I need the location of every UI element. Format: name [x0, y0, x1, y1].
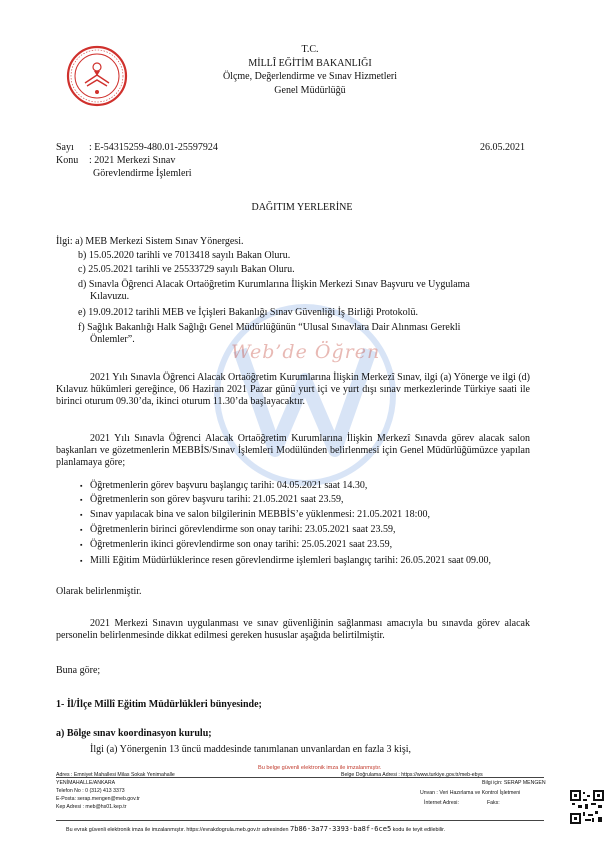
header-line-department: Ölçme, Değerlendirme ve Sınav Hizmetleri [222, 71, 398, 82]
schedule-item: ▪ Sınav yapılacak bina ve salon bilgilerinin MEBBİS’e yüklenmesi: 21.05.2021 18:00, [90, 509, 530, 521]
ministry-logo [66, 45, 128, 107]
konu-value-2: Görevlendirme İşlemleri [93, 168, 192, 179]
konu-label: Konu [56, 155, 79, 166]
ilgi-b: b) 15.05.2020 tarihli ve 7013418 sayılı Bakan Oluru. [78, 250, 291, 261]
ilgi-f: f) Sağlık Bakanlığı Halk Sağlığı Genel Müdürlüğünün “Ulusal Sınavlara Dair Alınması Gerekli [78, 322, 461, 333]
ilgi-d: d) Sınavla Öğrenci Alacak Ortaöğretim Kurumlarına İlişkin Merkezi Sınav Başvuru ve Uygulama [78, 279, 470, 290]
footer-fax: Faks: [487, 800, 500, 806]
section-heading-a: a) Bölge sınav koordinasyon kurulu; [56, 728, 212, 739]
footer-info: Bilgi için: SERAP MENGEN [482, 780, 546, 786]
ilgi-e: e) 19.09.2012 tarihli MEB ve İçişleri Bakanlığı Sınav Güvenliği İş Birliği Protokolü. [78, 307, 418, 318]
document-date: 26.05.2021 [480, 142, 525, 153]
footer-email: E-Posta: serap.mengen@meb.gov.tr [56, 796, 140, 802]
sayi-value: : E-54315259-480.01-25597924 [89, 142, 218, 153]
watermark-text: Web’de Öğren [231, 341, 381, 363]
distribution-title: DAĞITIM YERLERİNE [251, 202, 353, 213]
paragraph-determined: Olarak belirlenmiştir. [56, 586, 142, 597]
footer-verify-address: Belge Doğrulama Adresi : https://www.turkiye.gov.tr/meb-ebys [341, 772, 483, 778]
signature-notice: Bu belge güvenli elektronik imza ile imzalanmıştır. [258, 765, 382, 771]
ilgi-d-cont: Kılavuzu. [90, 291, 130, 302]
paragraph-guidelines: 2021 Merkezi Sınavın uygulanması ve sınav güvenliğinin sağlanması amacıyla bu sınavda görev alacak personelin belirlenmesinde dikkat edilmesi gereken hususlar aşağıda belirtilmiştir. [56, 618, 530, 641]
footer-city: YENİMAHALLE/ANKARA [56, 780, 116, 786]
footer-bottom-pre: Bu evrak güvenli elektronik imza ile imzalanmıştır. https://evrakdogrula.meb.gov.tr adresinden [66, 827, 289, 833]
paragraph-ilgi-a: İlgi (a) Yönergenin 13 üncü maddesinde tanımlanan unvanlardan en fazla 3 kişi, [90, 744, 412, 755]
header-line-directorate: Genel Müdürlüğü [274, 84, 346, 96]
header-line-tc: T.C. [301, 44, 319, 55]
header-line-ministry: MİLLÎ EĞİTİM BAKANLIĞI [248, 57, 372, 69]
paragraph-planning: 2021 Yılı Sınavla Öğrenci Alacak Ortaöğretim Kurumlarına İlişkin Merkezî Sınavda görev alacak salon başkanları ve gözetmenlerin MEBBİS/Sınav İşlemleri Modülünden belirlenmesi için Genel Müdürlüğümüzce yapılan planlamaya göre; [56, 433, 530, 468]
footer-bottom-notice [66, 826, 445, 833]
ilgi-f-cont: Önlemler”. [90, 334, 135, 345]
schedule-item: ▪ Öğretmenlerin son görev başvuru tarihi: 21.05.2021 saat 23.59, [90, 494, 530, 506]
paragraph-accordingly: Buna göre; [56, 665, 101, 676]
schedule-item: ▪ Öğretmenlerin görev başvuru başlangıç tarihi: 04.05.2021 saat 14.30, [90, 480, 530, 492]
section-heading-1: 1- İl/İlçe Millî Eğitim Müdürlükleri bünyesinde; [56, 699, 262, 710]
footer-kep: Kep Adresi : meb@hs01.kep.tr [56, 804, 127, 810]
konu-value: : 2021 Merkezi Sınav [89, 155, 176, 166]
schedule-item: ▪ Öğretmenlerin birinci görevlendirme son onay tarihi: 23.05.2021 saat 23.59, [90, 524, 530, 536]
sayi-label: Sayı [56, 142, 74, 153]
ilgi-c: c) 25.05.2021 tarihli ve 25533729 sayılı Bakan Oluru. [78, 264, 295, 275]
footer-divider-bottom [56, 820, 544, 821]
qr-code-icon [570, 790, 604, 824]
footer-address: Adres : Emniyet Mahallesi Milas Sokak Yenimahalle [56, 772, 175, 778]
footer-bottom-post: kodu ile teyit edilebilir. [392, 827, 446, 833]
footer-phone: Telefon No : 0 (312) 413 3373 [56, 788, 125, 794]
schedule-item: ▪ Milli Eğitim Müdürlüklerince resen görevlendirme işlemleri başlangıç tarihi: 26.05.2021 saat 09.00, [90, 555, 530, 567]
footer-title: Unvan : Veri Hazırlama ve Kontrol İşletmeni [420, 790, 521, 796]
paragraph-exam-date: 2021 Yılı Sınavla Öğrenci Alacak Ortaöğretim Kurumlarına İlişkin Merkezî Sınav, ilgi (a) Yönerge ve ilgi (d) Kılavuz hükümleri gereğince, 06 Haziran 2021 Pazar günü yurt içi ve yurt dışı sınav merkezlerinde Türkiye saati ile birinci oturum 09.30’da, ikinci oturum 11.30’da başlayacaktır. [56, 372, 530, 407]
ilgi-a: İlgi: a) MEB Merkezi Sistem Sınav Yönergesi. [56, 236, 244, 247]
schedule-item: ▪ Öğretmenlerin ikinci görevlendirme son onay tarihi: 25.05.2021 saat 23.59, [90, 539, 530, 551]
verification-code: 7b86-3a77-3393-ba8f-6ce5 [290, 825, 392, 833]
footer-internet: İnternet Adresi: [424, 800, 459, 806]
letterhead [150, 43, 470, 97]
